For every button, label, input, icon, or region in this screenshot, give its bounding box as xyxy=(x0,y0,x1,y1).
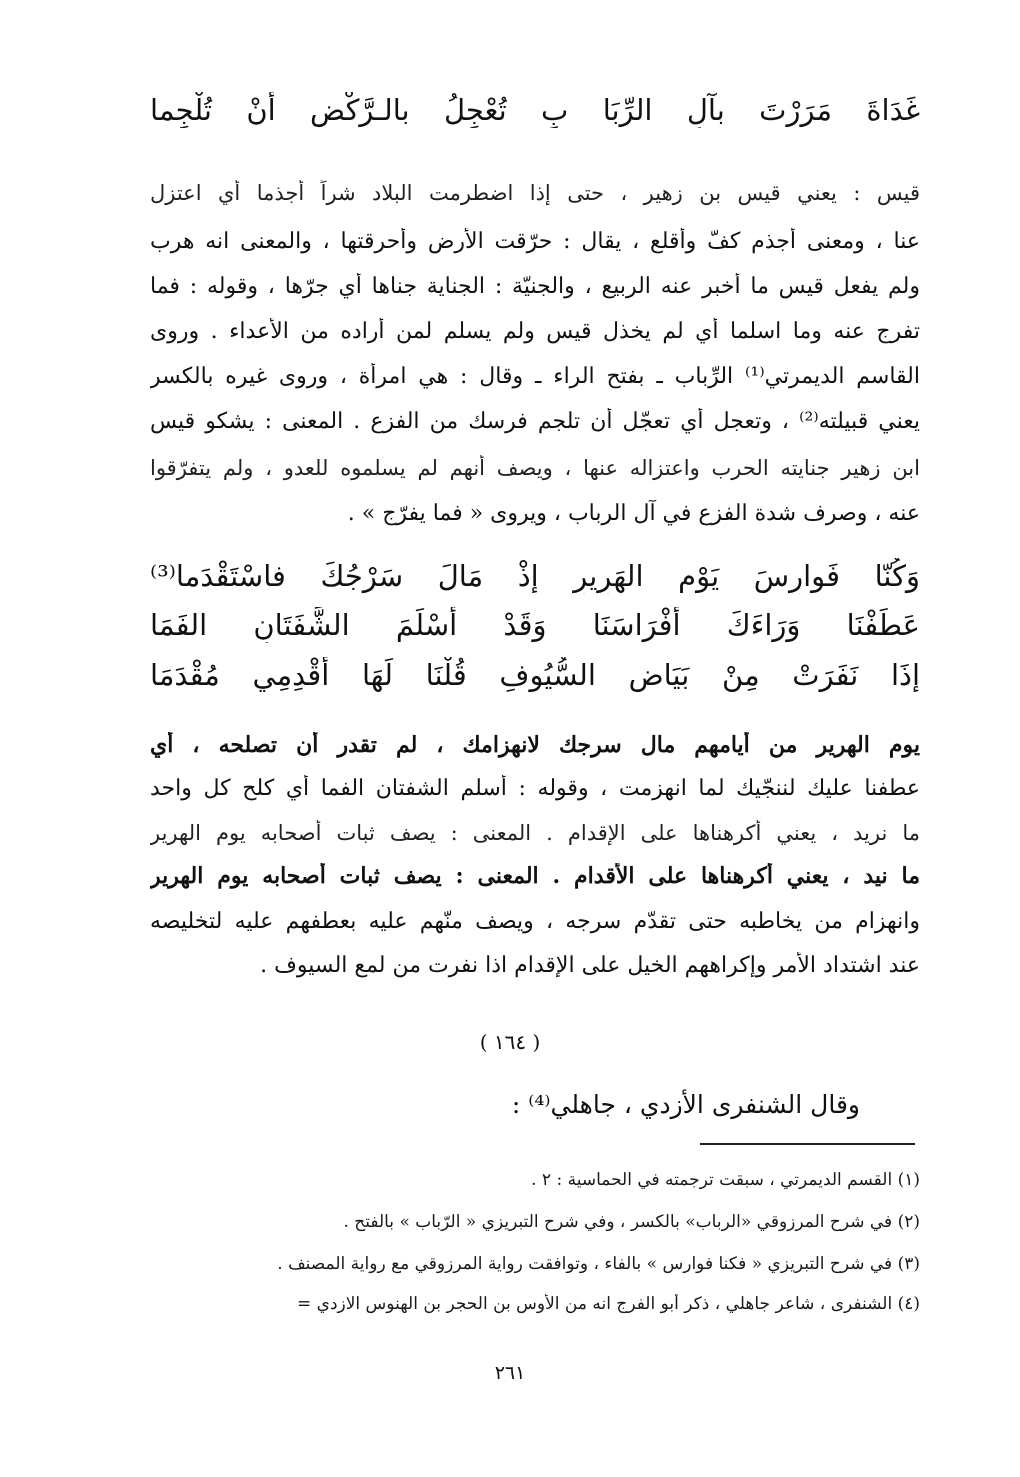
commentary-line: قيس : يعني قيس بن زهير ، حتى إذا اضطرمت البلاد شراً أجذما أي اعتزل xyxy=(150,181,920,205)
footnote: (٣) في شرح التبريزي « فكنا فوارس » بالفاء ، وتوافقت رواية المرزوقي مع رواية المصنف . xyxy=(277,1254,920,1274)
commentary-line: عند اشتداد الأمر وإكراههم الخيل على الإقدام اذا نفرت من لمع السيوف . xyxy=(260,953,920,978)
footnote: (١) القسم الديمرتي ، سبقت ترجمته في الحماسية : ٢ . xyxy=(531,1170,920,1190)
commentary-line: عطفنا عليك لننجّيك لما انهزمت ، وقوله : أسلم الشفتان الفما أي كلح كل واحد xyxy=(150,776,920,801)
commentary-line: ما نريد ، يعني أكرهناها على الإقدام . المعنى : يصف ثبات أصحابه يوم الهرير xyxy=(150,821,920,845)
commentary-line: ابن زهير جنايته الحرب واعتزاله عنها ، ويصف أنهم لم يسلموه للعدو ، ولم يتفرّقوا xyxy=(150,456,920,480)
commentary-line: تفرج عنه وما اسلما أي لم يخذل قيس ولم يسلم لمن أراده من الأعداء . وروى xyxy=(150,319,920,344)
commentary-line: يوم الهرير من أيامهم مال سرجك لانهزامك ، لم تقدر أن تصلحه ، أي xyxy=(150,732,920,758)
commentary-line: القاسم الديمرتي⁽¹⁾ الرِّباب ـ بفتح الراء ـ وقال : هي امرأة ، وروى غيره بالكسر xyxy=(150,364,920,389)
commentary-line: يعني قبيلته⁽²⁾ ، وتعجل أي تعجّل أن تلجم فرسك من الفزع . المعنى : يشكو قيس xyxy=(150,409,920,434)
commentary-line: عنه ، وصرف شدة الفزع في آل الرباب ، ويروى « فما يفرّج » . xyxy=(347,501,920,526)
commentary-line: عنا ، ومعنى أجذم كفّ وأقلع ، يقال : حرّقت الأرض وأحرقتها ، والمعنى انه هرب xyxy=(150,229,920,254)
footnote: (٢) في شرح المرزوقي «الرباب» بالكسر ، وفي شرح التبريزي « الرّباب » بالفتح . xyxy=(343,1212,920,1232)
page-number: ٢٦١ xyxy=(494,1362,526,1384)
poem-intro: وقال الشنفرى الأزدي ، جاهلي⁽⁴⁾ : xyxy=(511,1090,860,1119)
section-number: ( ١٦٤ ) xyxy=(479,1030,541,1054)
poem-line: عَطَفْنَا وَرَاءَكَ أَفْرَاسَنَا وَقَدْ أَسْلَمَ الشَّفَتَانِ الفَمَا xyxy=(150,608,920,642)
footnote: (٤) الشنفرى ، شاعر جاهلي ، ذكر أبو الفرج انه من الأوس بن الحجر بن الهنوس الازدي = xyxy=(297,1294,920,1314)
verse-line-top: غَدَاةَ مَرَرْتَ بآلِ الرِّبَا بِ تُعْجِلُ بالـرَّكْضِ أَنْ تُلْجِما xyxy=(150,93,920,127)
poem-line: وَكُنّا فَوارِسَ يَوْمِ الهَرِيرِ إذْ مَالَ سَرْجُكَ فاسْتَقْدَما⁽³⁾ xyxy=(150,559,920,593)
footnote-divider xyxy=(700,1143,915,1145)
poem-line: إذَا نَفَرَتْ مِنْ بَيَاضِ السُّيُوفِ قُلْنَا لَهَا أَقْدِمِي مُقْدَمَا xyxy=(150,658,920,692)
commentary-line: وانهزام من يخاطبه حتى تقدّم سرجه ، ويصف منّهم عليه بعطفهم عليه لتخليصه xyxy=(150,909,920,934)
commentary-line: ولم يفعل قيس ما أخبر عنه الربيع ، والجنيّة : الجناية جناها أي جرّها ، وقوله : فما xyxy=(150,274,920,299)
commentary-line: ما نيد ، يعني أكرهناها على الأقدام . المعنى : يصف ثبات أصحابه يوم الهرير xyxy=(150,863,920,889)
